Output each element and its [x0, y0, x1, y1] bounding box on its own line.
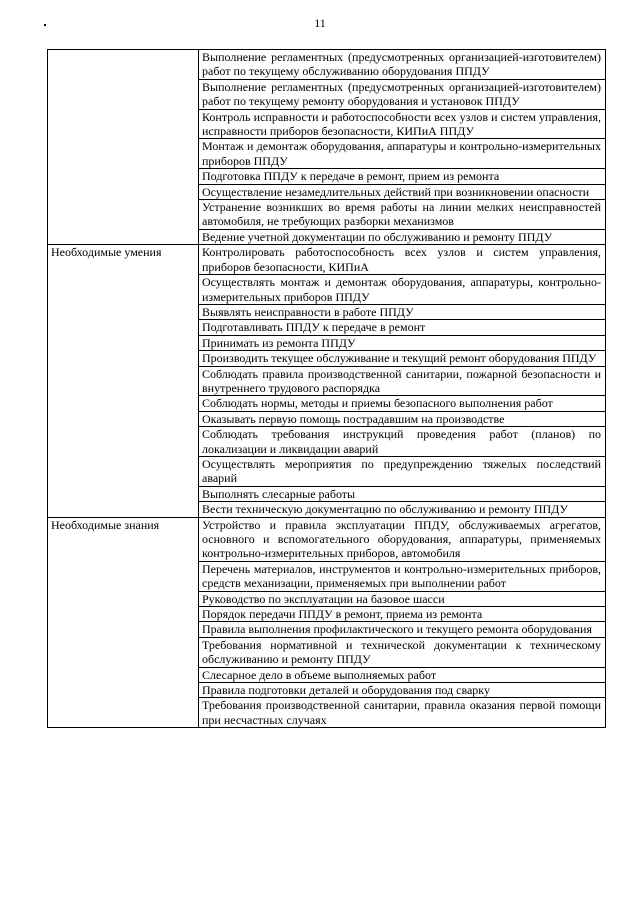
section-label	[48, 50, 199, 245]
section-label: Необходимые знания	[48, 517, 199, 728]
requirement-item: Руководство по эксплуатации на базовое шасси	[199, 591, 606, 606]
requirements-table-body	[48, 50, 606, 728]
requirement-item: Контролировать работоспособность всех узлов и систем управления, приборов безопасности, КИПиА	[199, 245, 606, 275]
requirement-item: Подготавливать ППДУ к передаче в ремонт	[199, 320, 606, 335]
scan-speck	[44, 24, 46, 26]
table-row	[48, 50, 606, 80]
requirement-item: Оказывать первую помощь пострадавшим на производстве	[199, 411, 606, 426]
requirement-item: Выявлять неисправности в работе ППДУ	[199, 304, 606, 319]
requirement-item: Правила подготовки деталей и оборудования под сварку	[199, 683, 606, 698]
requirement-item: Выполнение регламентных (предусмотренных организацией-изготовителем) работ по текущему обслуживанию оборудования ППДУ	[199, 50, 606, 80]
requirement-item: Устройство и правила эксплуатации ППДУ, обслуживаемых агрегатов, основного и вспомогательного оборудования, аппаратуры, применяемых контрольно-измерительных приборов, автомобиля	[199, 517, 606, 561]
requirement-item: Производить текущее обслуживание и текущий ремонт оборудования ППДУ	[199, 351, 606, 366]
requirement-item: Соблюдать нормы, методы и приемы безопасного выполнения работ	[199, 396, 606, 411]
requirement-item: Осуществлять мероприятия по предупреждению тяжелых последствий аварий	[199, 456, 606, 486]
requirement-item: Соблюдать правила производственной санитарии, пожарной безопасности и внутреннего трудового распорядка	[199, 366, 606, 396]
requirement-item: Выполнять слесарные работы	[199, 486, 606, 501]
requirement-item: Требования нормативной и технической документации к техническому обслуживанию и ремонту ППДУ	[199, 637, 606, 667]
requirement-item: Правила выполнения профилактического и текущего ремонта оборудования	[199, 622, 606, 637]
requirement-item: Порядок передачи ППДУ в ремонт, приема из ремонта	[199, 607, 606, 622]
requirement-item: Слесарное дело в объеме выполняемых работ	[199, 667, 606, 682]
table-row	[48, 517, 606, 561]
requirement-item: Перечень материалов, инструментов и контрольно-измерительных приборов, средств механизации, применяемых при выполнении работ	[199, 561, 606, 591]
section-label: Необходимые умения	[48, 245, 199, 517]
table-row	[48, 245, 606, 275]
requirement-item: Принимать из ремонта ППДУ	[199, 335, 606, 350]
requirement-item: Выполнение регламентных (предусмотренных организацией-изготовителем) работ по текущему ремонту оборудования и установок ППДУ	[199, 79, 606, 109]
requirement-item: Подготовка ППДУ к передаче в ремонт, прием из ремонта	[199, 169, 606, 184]
requirement-item: Монтаж и демонтаж оборудования, аппаратуры и контрольно-измерительных приборов ППДУ	[199, 139, 606, 169]
requirement-item: Соблюдать требования инструкций проведения работ (планов) по локализации и ликвидации аварий	[199, 427, 606, 457]
requirement-item: Осуществлять монтаж и демонтаж оборудования, аппаратуры, контрольно-измерительных приборов ППДУ	[199, 275, 606, 305]
requirement-item: Устранение возникших во время работы на линии мелких неисправностей автомобиля, не требующих разборки механизмов	[199, 200, 606, 230]
requirement-item: Контроль исправности и работоспособности всех узлов и систем управления, исправности приборов безопасности, КИПиА ППДУ	[199, 109, 606, 139]
requirement-item: Требования производственной санитарии, правила оказания первой помощи при несчастных случаях	[199, 698, 606, 728]
requirement-item: Осуществление незамедлительных действий при возникновении опасности	[199, 184, 606, 199]
requirements-table	[47, 49, 606, 728]
requirement-item: Вести техническую документацию по обслуживанию и ремонту ППДУ	[199, 502, 606, 517]
page-number: 11	[314, 16, 326, 30]
requirement-item: Ведение учетной документации по обслуживанию и ремонту ППДУ	[199, 229, 606, 244]
